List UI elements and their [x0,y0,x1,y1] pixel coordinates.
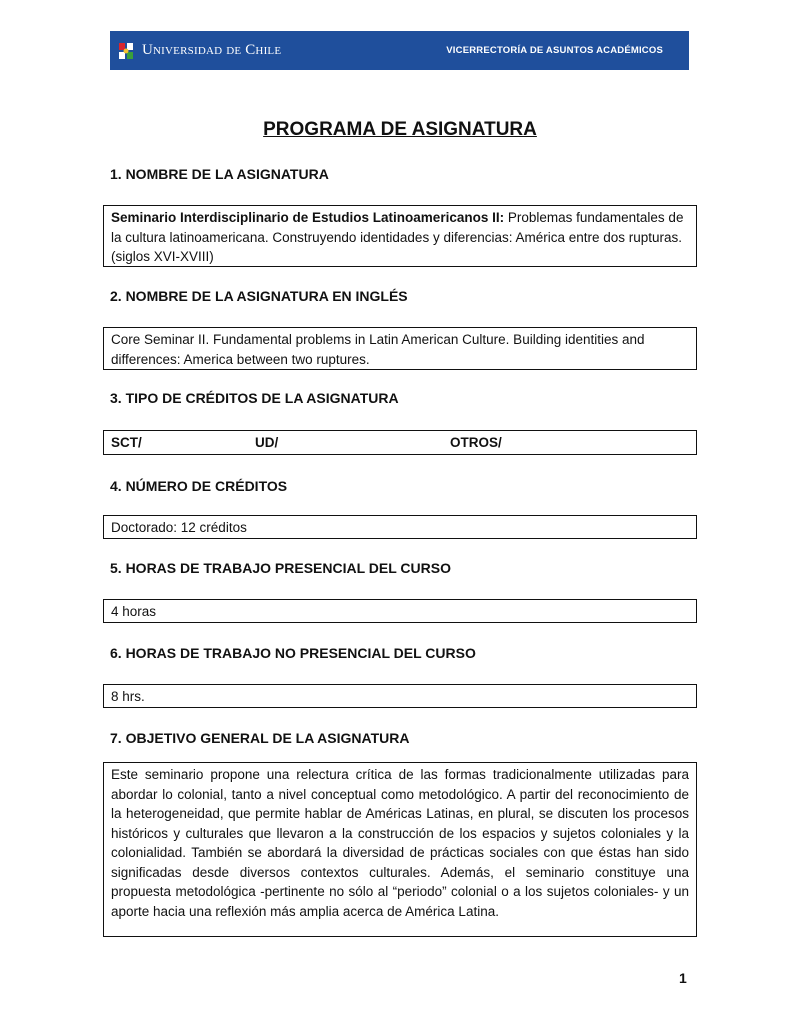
university-crest-icon [118,40,134,62]
section-2-box [103,327,697,370]
section-3-box [103,430,697,455]
university-name: Universidad de Chile [142,42,282,58]
section-5-box [103,599,697,623]
course-name-rest: Problemas fundamentales de la cultura latinoamericana. Construyendo identidades y diferencias: América entre dos rupturas. (siglos XVI-XVIII) [111,210,684,264]
section-7-box [103,762,697,937]
section-2-heading: 2. NOMBRE DE LA ASIGNATURA EN INGLÉS [110,288,408,304]
section-1-heading: 1. NOMBRE DE LA ASIGNATURA [110,166,329,182]
non-presential-hours: 8 hrs. [111,689,145,704]
section-4-heading: 4. NÚMERO DE CRÉDITOS [110,478,288,494]
page-number: 1 [679,970,687,986]
credits-number: Doctorado: 12 créditos [111,520,247,535]
section-6-box [103,684,697,708]
section-3-heading: 3. TIPO DE CRÉDITOS DE LA ASIGNATURA [110,390,399,406]
section-1-box [103,205,697,267]
header-banner [110,31,689,70]
course-name-bold: Seminario Interdisciplinario de Estudios Latinoamericanos II: [111,210,505,225]
course-name-english: Core Seminar II. Fundamental problems in Latin American Culture. Building identities and differences: America between two ruptures. [111,332,645,367]
section-4-box [103,515,697,539]
credit-type-otros: OTROS/ [450,435,502,450]
presential-hours: 4 horas [111,604,157,619]
section-5-heading: 5. HORAS DE TRABAJO PRESENCIAL DEL CURSO [110,560,451,576]
office-name: VICERRECTORÍA DE ASUNTOS ACADÉMICOS [446,45,663,56]
section-6-heading: 6. HORAS DE TRABAJO NO PRESENCIAL DEL CURSO [110,645,476,661]
credit-types [111,433,689,452]
credit-type-ud: UD/ [255,435,279,450]
general-objective-text: Este seminario propone una relectura crítica de las formas tradicionalmente utilizadas para abordar lo colonial, tanto a nivel conceptual como metodológico. A partir del reconocimiento de la heterogeneidad, que permite hablar de Américas Latinas, en plural, se discuten los procesos históricos y culturales que llevaron a la construcción de los espacios y sujetos coloniales y la colonialidad. También se abordará la diversidad de prácticas sociales con que éstas han sido significadas desde diversos contextos culturales. Además, el seminario constituye una propuesta metodológica -pertinente no sólo al “periodo” colonial o a los sujetos coloniales- y un aporte hacia una reflexión más amplia acerca de América Latina. [111,767,689,919]
university-logo [118,40,281,62]
document-title: PROGRAMA DE ASIGNATURA [263,119,537,140]
section-7-heading: 7. OBJETIVO GENERAL DE LA ASIGNATURA [110,730,410,746]
credit-type-sct: SCT/ [111,435,142,450]
